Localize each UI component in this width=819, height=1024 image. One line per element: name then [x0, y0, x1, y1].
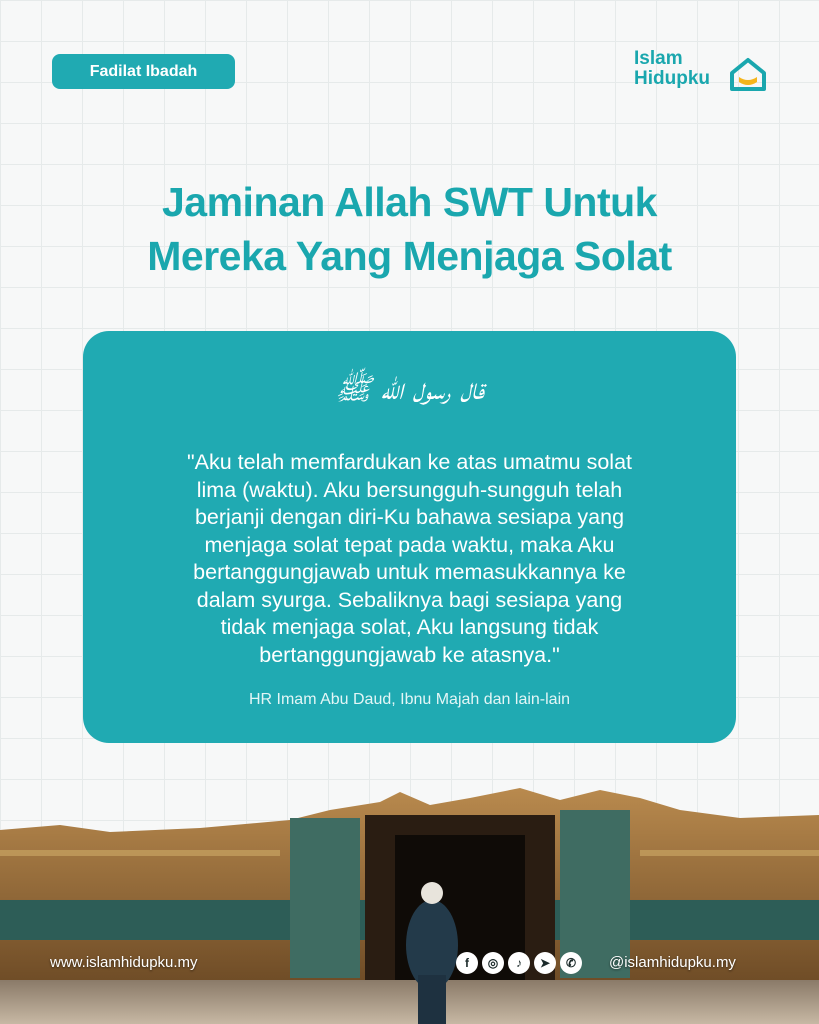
page-title [40, 175, 779, 283]
tiktok-icon[interactable]: ♪ [508, 952, 530, 974]
quote-line: tidak menjaga solat, Aku langsung tidak [220, 615, 599, 639]
title-line-1: Jaminan Allah SWT Untuk [162, 179, 657, 225]
website-link[interactable]: www.islamhidupku.my [50, 954, 198, 971]
title-line-2: Mereka Yang Menjaga Solat [147, 233, 672, 279]
quote-line: lima (waktu). Aku bersungguh-sungguh telah [196, 477, 623, 502]
whatsapp-icon[interactable]: ✆ [560, 952, 582, 974]
quote-line: berjanji dengan diri-Ku bahawa sesiapa yang [194, 505, 625, 529]
hadith-quote [113, 449, 706, 669]
quote-line: menjaga solat tepat pada waktu, maka Aku [204, 532, 615, 557]
house-book-icon [728, 55, 768, 93]
hadith-card [83, 331, 736, 743]
arabic-heading: قال رسول الله ﷺ [334, 372, 485, 407]
instagram-icon[interactable]: ◎ [482, 952, 504, 974]
hadith-source: HR Imam Abu Daud, Ibnu Majah dan lain-lain [248, 691, 571, 708]
quote-line: bertanggungjawab untuk memasukkannya ke [193, 560, 626, 584]
social-icons [456, 952, 582, 974]
telegram-icon[interactable]: ➤ [534, 952, 556, 974]
mosque-photo [0, 780, 819, 1024]
facebook-icon[interactable]: f [456, 952, 478, 974]
brand-logo [634, 49, 774, 99]
logo-line-2: Hidupku [634, 68, 710, 89]
quote-line: dalam syurga. Sebaliknya bagi sesiapa yang [196, 587, 623, 612]
logo-line-1: Islam [634, 48, 683, 69]
quote-line: "Aku telah memfardukan ke atas umatmu solat [186, 450, 632, 474]
quote-line: bertanggungjawab ke atasnya." [259, 642, 560, 667]
category-badge: Fadilat Ibadah [52, 54, 235, 89]
social-handle: @islamhidupku.my [609, 954, 736, 971]
